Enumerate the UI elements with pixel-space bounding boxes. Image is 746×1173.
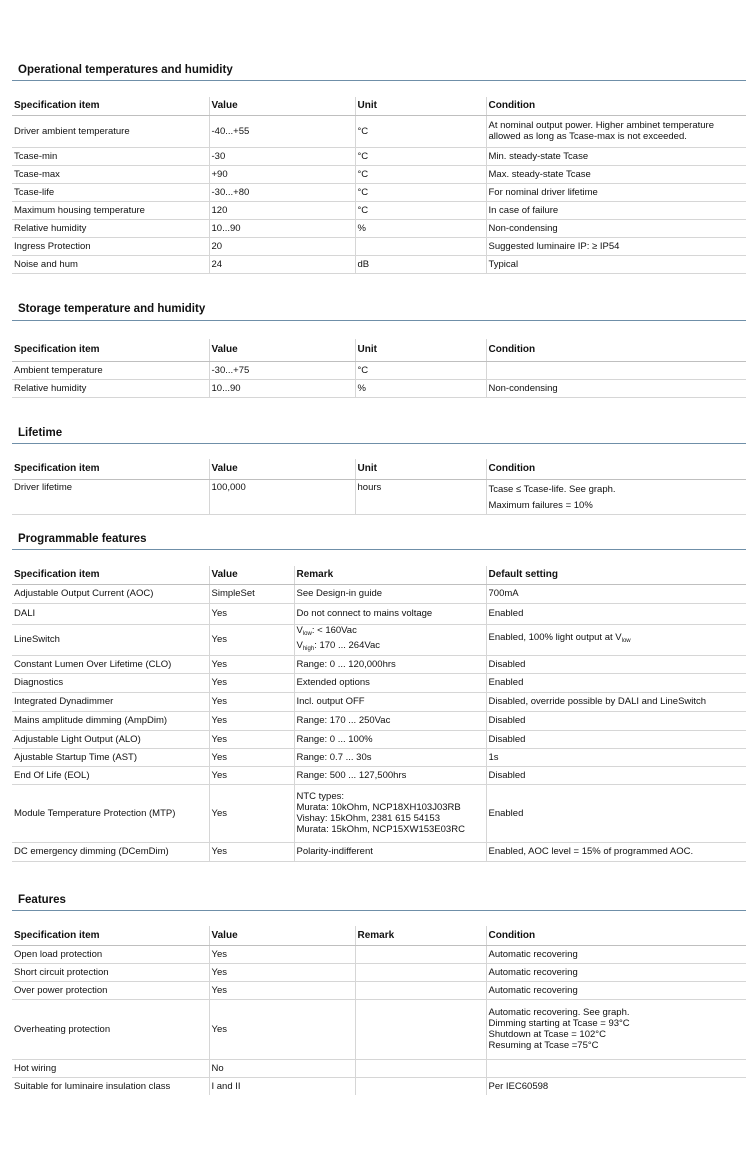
cell: 120	[209, 201, 355, 219]
cell: Range: 170 ... 250Vac	[294, 711, 486, 730]
header-cell: Unit	[355, 339, 486, 361]
section-divider	[12, 80, 746, 81]
section-divider	[12, 443, 746, 444]
cell: Yes	[209, 784, 294, 842]
table-row	[12, 165, 746, 183]
cell: Noise and hum	[12, 255, 209, 273]
cell: Range: 0 ... 120,000hrs	[294, 655, 486, 673]
programmable-table	[12, 566, 746, 862]
header-cell: Specification item	[12, 339, 209, 361]
section-divider	[12, 910, 746, 911]
header-cell: Remark	[294, 566, 486, 584]
condition-line: Maximum failures = 10%	[488, 499, 593, 511]
table-row	[12, 1059, 746, 1077]
cell: Disabled	[486, 711, 746, 730]
cell: %	[355, 379, 486, 397]
cell: Constant Lumen Over Lifetime (CLO)	[12, 655, 209, 673]
table-header-row	[12, 566, 746, 584]
cell: See Design-in guide	[294, 584, 486, 603]
header-cell: Value	[209, 459, 355, 479]
cell: Yes	[209, 981, 355, 999]
cell: Yes	[209, 603, 294, 624]
condition-line: Tcase ≤ Tcase-life. See graph.	[488, 483, 616, 495]
cell: Disabled, override possible by DALI and LineSwitch	[486, 692, 746, 711]
cell: -40...+55	[209, 115, 355, 147]
table-row	[12, 655, 746, 673]
table-header-row	[12, 459, 746, 479]
cell: Driver ambient temperature	[12, 115, 209, 147]
table-row	[12, 183, 746, 201]
cell: Yes	[209, 766, 294, 784]
remark-line: Murata: 10kOhm, NCP18XH103J03RB	[296, 802, 461, 813]
condition-line: Dimming starting at Tcase = 93°C	[488, 1018, 630, 1029]
cell	[486, 361, 746, 379]
cell: 700mA	[486, 584, 746, 603]
cell: °C	[355, 183, 486, 201]
symbol: V	[296, 624, 303, 636]
cell: No	[209, 1059, 355, 1077]
storage-table	[12, 339, 746, 398]
remark-line	[297, 640, 486, 655]
cell: Module Temperature Protection (MTP)	[12, 784, 209, 842]
cell: Suggested luminaire IP: ≥ IP54	[486, 237, 746, 255]
cell: Ingress Protection	[12, 237, 209, 255]
table-row	[12, 945, 746, 963]
table-row	[12, 201, 746, 219]
cell: °C	[355, 361, 486, 379]
remark-line: Murata: 15kOhm, NCP15XW153E03RC	[296, 824, 465, 835]
table-row	[12, 603, 746, 624]
cell: °C	[355, 115, 486, 147]
remark-text: : 170 ... 264Vac	[314, 639, 381, 651]
cell: 100,000	[209, 479, 355, 514]
cell	[294, 784, 486, 842]
header-cell: Value	[209, 339, 355, 361]
cell: Range: 500 ... 127,500hrs	[294, 766, 486, 784]
cell: Polarity-indifferent	[294, 842, 486, 861]
cell	[486, 624, 746, 655]
header-cell: Specification item	[12, 459, 209, 479]
remark-line: NTC types:	[296, 791, 345, 802]
section-title: Operational temperatures and humidity	[18, 64, 233, 76]
cell: -30...+80	[209, 183, 355, 201]
table-row	[12, 584, 746, 603]
cell: Enabled	[486, 673, 746, 692]
section-title: Features	[18, 894, 66, 906]
cell: Adjustable Output Current (AOC)	[12, 584, 209, 603]
cell: Automatic recovering	[486, 981, 746, 999]
section-title: Storage temperature and humidity	[18, 303, 206, 315]
header-cell: Value	[209, 566, 294, 584]
cell	[355, 237, 486, 255]
header-cell: Condition	[486, 926, 746, 945]
table-row	[12, 147, 746, 165]
header-cell: Condition	[486, 97, 746, 115]
cell: Tcase-life	[12, 183, 209, 201]
table-row	[12, 766, 746, 784]
table-row	[12, 730, 746, 748]
cell: °C	[355, 165, 486, 183]
cell: Yes	[209, 711, 294, 730]
cell	[355, 963, 486, 981]
section-title: Lifetime	[18, 427, 63, 439]
cell: °C	[355, 147, 486, 165]
cell: Overheating protection	[12, 999, 209, 1059]
cell: LineSwitch	[12, 624, 209, 655]
default-text: Enabled, 100% light output at V	[488, 632, 622, 643]
cell: 1s	[486, 748, 746, 766]
cell	[355, 1059, 486, 1077]
cell: Ajustable Startup Time (AST)	[12, 748, 209, 766]
cell: Hot wiring	[12, 1059, 209, 1077]
cell: Min. steady-state Tcase	[486, 147, 746, 165]
table-row	[12, 1077, 746, 1095]
table-header-row	[12, 339, 746, 361]
subscript: low	[621, 638, 631, 644]
table-row	[12, 981, 746, 999]
cell: At nominal output power. Higher ambinet temperature allowed as long as Tcase-max is not exceeded.	[486, 115, 746, 147]
cell: Yes	[209, 963, 355, 981]
table-row	[12, 673, 746, 692]
cell: %	[355, 219, 486, 237]
cell: Yes	[209, 655, 294, 673]
cell: Automatic recovering	[486, 945, 746, 963]
cell: Non-condensing	[486, 219, 746, 237]
cell: SimpleSet	[209, 584, 294, 603]
header-cell: Specification item	[12, 926, 209, 945]
table-row	[12, 379, 746, 397]
cell: Yes	[209, 945, 355, 963]
table-row	[12, 842, 746, 861]
header-cell: Value	[209, 926, 355, 945]
cell: Integrated Dynadimmer	[12, 692, 209, 711]
cell: Tcase-max	[12, 165, 209, 183]
cell: Relative humidity	[12, 219, 209, 237]
cell: Maximum housing temperature	[12, 201, 209, 219]
cell: Short circuit protection	[12, 963, 209, 981]
cell: 10...90	[209, 379, 355, 397]
condition-line: Resuming at Tcase =75°C	[488, 1040, 599, 1051]
table-row	[12, 624, 746, 655]
cell: Disabled	[486, 655, 746, 673]
cell: Yes	[209, 692, 294, 711]
cell: Yes	[209, 748, 294, 766]
cell: Driver lifetime	[12, 479, 209, 514]
cell: Diagnostics	[12, 673, 209, 692]
features-table	[12, 926, 746, 1095]
table-row	[12, 219, 746, 237]
cell: °C	[355, 201, 486, 219]
cell: DC emergency dimming (DCemDim)	[12, 842, 209, 861]
cell: Mains amplitude dimming (AmpDim)	[12, 711, 209, 730]
table-row	[12, 255, 746, 273]
cell: For nominal driver lifetime	[486, 183, 746, 201]
cell: Enabled, AOC level = 15% of programmed AOC.	[486, 842, 746, 861]
cell: Relative humidity	[12, 379, 209, 397]
cell: Typical	[486, 255, 746, 273]
table-row	[12, 748, 746, 766]
cell	[294, 624, 486, 655]
cell: 10...90	[209, 219, 355, 237]
table-row	[12, 361, 746, 379]
cell: Do not connect to mains voltage	[294, 603, 486, 624]
cell: Open load protection	[12, 945, 209, 963]
cell: -30	[209, 147, 355, 165]
condition-line: Shutdown at Tcase = 102°C	[488, 1029, 606, 1040]
cell: Per IEC60598	[486, 1077, 746, 1095]
cell	[355, 981, 486, 999]
header-cell: Default setting	[486, 566, 746, 584]
cell: In case of failure	[486, 201, 746, 219]
cell	[355, 999, 486, 1059]
table-row	[12, 237, 746, 255]
remark-line: Vishay: 15kOhm, 2381 615 54153	[296, 813, 440, 824]
cell: Incl. output OFF	[294, 692, 486, 711]
cell: Suitable for luminaire insulation class	[14, 1080, 171, 1092]
header-cell: Value	[209, 97, 355, 115]
table-row	[12, 479, 746, 514]
cell: Yes	[209, 842, 294, 861]
subscript: low	[302, 630, 312, 637]
table-row	[12, 115, 746, 147]
cell: -30...+75	[209, 361, 355, 379]
symbol: V	[296, 639, 303, 651]
cell: hours	[355, 479, 486, 514]
header-cell: Unit	[355, 97, 486, 115]
header-cell: Remark	[355, 926, 486, 945]
cell: 20	[209, 237, 355, 255]
cell: Extended options	[294, 673, 486, 692]
cell: +90	[209, 165, 355, 183]
cell: Range: 0 ... 100%	[294, 730, 486, 748]
operational-table	[12, 97, 746, 274]
table-row	[12, 999, 746, 1059]
cell: I and II	[209, 1077, 355, 1095]
table-header-row	[12, 926, 746, 945]
section-divider	[12, 320, 746, 321]
cell	[355, 1077, 486, 1095]
cell: Ambient temperature	[12, 361, 209, 379]
cell: 24	[209, 255, 355, 273]
cell	[486, 479, 746, 514]
cell: Max. steady-state Tcase	[486, 165, 746, 183]
header-cell: Specification item	[12, 97, 209, 115]
header-cell: Condition	[486, 459, 746, 479]
cell	[486, 999, 746, 1059]
remark-line	[297, 625, 486, 640]
cell: dB	[355, 255, 486, 273]
cell: Non-condensing	[486, 379, 746, 397]
section-title: Programmable features	[18, 533, 147, 545]
condition-line: Automatic recovering. See graph.	[488, 1007, 630, 1018]
cell: Disabled	[486, 730, 746, 748]
cell: DALI	[12, 603, 209, 624]
cell: Adjustable Light Output (ALO)	[12, 730, 209, 748]
table-row	[12, 692, 746, 711]
cell: Yes	[209, 673, 294, 692]
cell: Disabled	[486, 766, 746, 784]
cell	[355, 945, 486, 963]
cell: Automatic recovering	[486, 963, 746, 981]
cell: Enabled	[486, 603, 746, 624]
table-header-row	[12, 97, 746, 115]
cell	[486, 1059, 746, 1077]
cell: End Of Life (EOL)	[12, 766, 209, 784]
table-row	[12, 784, 746, 842]
table-row	[12, 711, 746, 730]
cell: Enabled	[486, 784, 746, 842]
header-cell: Condition	[486, 339, 746, 361]
lifetime-table	[12, 459, 746, 515]
remark-text: : < 160Vac	[311, 624, 357, 636]
table-row	[12, 963, 746, 981]
cell: Tcase-min	[12, 147, 209, 165]
header-cell: Unit	[355, 459, 486, 479]
section-divider	[12, 549, 746, 550]
cell: Yes	[209, 730, 294, 748]
cell: Range: 0.7 ... 30s	[294, 748, 486, 766]
cell: Over power protection	[12, 981, 209, 999]
subscript: high	[302, 645, 315, 652]
cell: Yes	[209, 624, 294, 655]
cell: Yes	[209, 999, 355, 1059]
header-cell: Specification item	[12, 566, 209, 584]
